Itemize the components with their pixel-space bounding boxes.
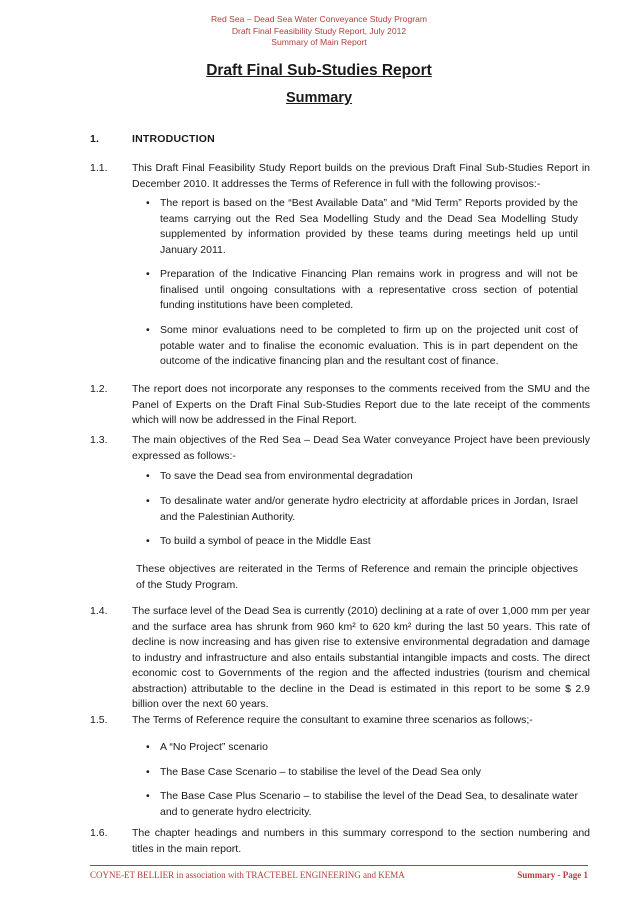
list-item bbox=[146, 196, 578, 258]
bullet-icon: • bbox=[146, 535, 150, 547]
page-header bbox=[0, 14, 638, 49]
paragraph-text: The report does not incorporate any responses to the comments received from the SMU and the Panel of Experts on the Draft Final Sub-Studies Report due to the late receipt of the comments which will now be addressed in the Final Report. bbox=[132, 383, 590, 426]
header-line-3: Summary of Main Report bbox=[271, 37, 367, 47]
paragraph-number: 1.6. bbox=[90, 827, 108, 839]
list-item-text: To save the Dead sea from environmental degradation bbox=[160, 470, 413, 482]
page-number: Summary - Page 1 bbox=[517, 870, 588, 880]
paragraph-1-2 bbox=[90, 382, 590, 429]
list-item bbox=[146, 740, 578, 756]
section-heading bbox=[90, 132, 590, 148]
paragraph-1-3 bbox=[90, 433, 590, 464]
list-item-text: The report is based on the “Best Available Data” and “Mid Term” Reports provided by the teams carrying out the Red Sea Modelling Study and the Dead Sea Modelling Study supplemented by information provided by these teams during meetings held up until January 2011. bbox=[160, 197, 578, 256]
paragraph-number: 1.2. bbox=[90, 383, 108, 395]
bullet-icon: • bbox=[146, 324, 150, 336]
header-line-1: Red Sea – Dead Sea Water Conveyance Study Program bbox=[210, 14, 428, 24]
objectives-note: These objectives are reiterated in the Terms of Reference and remain the principle objectives of the Study Program. bbox=[136, 563, 578, 591]
list-item bbox=[146, 469, 578, 485]
paragraph-1-5 bbox=[90, 713, 590, 729]
bullet-icon: • bbox=[146, 741, 150, 753]
list-item bbox=[146, 494, 578, 525]
paragraph-text: The Terms of Reference require the consultant to examine three scenarios as follows;- bbox=[132, 714, 533, 726]
paragraph-text: The chapter headings and numbers in this summary correspond to the section numbering and titles in the main report. bbox=[132, 827, 590, 855]
paragraph-text: This Draft Final Feasibility Study Report builds on the previous Draft Final Sub-Studies Report in December 2010. It addresses the Terms of Reference in full with the following provisos:- bbox=[132, 162, 590, 190]
paragraph-text: The main objectives of the Red Sea – Dead Sea Water conveyance Project have been previously expressed as follows:- bbox=[132, 434, 590, 462]
paragraph-text: The surface level of the Dead Sea is currently (2010) declining at a rate of over 1,000 mm per year and the surface area has shrunk from 960 km² to 620 km² during the last 50 years. This rate of decline is now increasing and has given rise to extensive environmental degradation and damage to industry and infrastructure and also entails substantial intangible impacts and costs. The direct economic cost to Governments of the region and the affected industries (tourism and chemical abstraction) attributable to the decline in the Dead is estimated in this report to be some $ 2.9 billion over the next 60 years. bbox=[132, 605, 590, 710]
bullet-icon: • bbox=[146, 470, 150, 482]
paragraph-number: 1.3. bbox=[90, 434, 108, 446]
bullet-icon: • bbox=[146, 268, 150, 280]
list-item-text: To build a symbol of peace in the Middle East bbox=[160, 535, 371, 547]
paragraph-number: 1.1. bbox=[90, 162, 108, 174]
list-item-text: Preparation of the Indicative Financing Plan remains work in progress and will not be finalised until ongoing consultations with a representative cross section of potential funding institutions have been completed. bbox=[160, 268, 578, 311]
list-item-text: The Base Case Plus Scenario – to stabilise the level of the Dead Sea, to desalinate water and to generate hydro electricity. bbox=[160, 790, 578, 818]
bullet-icon: • bbox=[146, 197, 150, 209]
section-number: 1. bbox=[90, 133, 100, 145]
footer-credit: COYNE-ET BELLIER in association with TRACTEBEL ENGINEERING and KEMA bbox=[90, 870, 405, 880]
document-subtitle: Summary bbox=[285, 90, 353, 106]
paragraph-number: 1.5. bbox=[90, 714, 108, 726]
bullet-icon: • bbox=[146, 766, 150, 778]
list-item bbox=[146, 765, 578, 781]
bullet-icon: • bbox=[146, 790, 150, 802]
list-item bbox=[146, 534, 578, 550]
bullet-icon: • bbox=[146, 495, 150, 507]
section-title: INTRODUCTION bbox=[132, 133, 215, 145]
paragraph-1-6 bbox=[90, 826, 590, 857]
paragraph-1-1 bbox=[90, 161, 590, 192]
paragraph-number: 1.4. bbox=[90, 605, 108, 617]
paragraph-1-4 bbox=[90, 604, 590, 713]
footer-divider bbox=[90, 865, 588, 866]
list-item bbox=[146, 267, 578, 314]
list-item bbox=[146, 323, 578, 370]
list-item-text: A “No Project” scenario bbox=[160, 741, 268, 753]
list-item bbox=[146, 789, 578, 820]
list-item-text: To desalinate water and/or generate hydro electricity at affordable prices in Jordan, Israel and the Palestinian Authority. bbox=[160, 495, 578, 523]
list-item-text: Some minor evaluations need to be completed to firm up on the projected unit cost of potable water and to finalise the economic evaluation. This is in part dependent on the outcome of the indicative financing plan and the resultant cost of finance. bbox=[160, 324, 578, 367]
header-line-2: Draft Final Feasibility Study Report, July 2012 bbox=[231, 25, 407, 36]
list-item-text: The Base Case Scenario – to stabilise the level of the Dead Sea only bbox=[160, 766, 482, 778]
document-title: Draft Final Sub-Studies Report bbox=[206, 62, 432, 79]
